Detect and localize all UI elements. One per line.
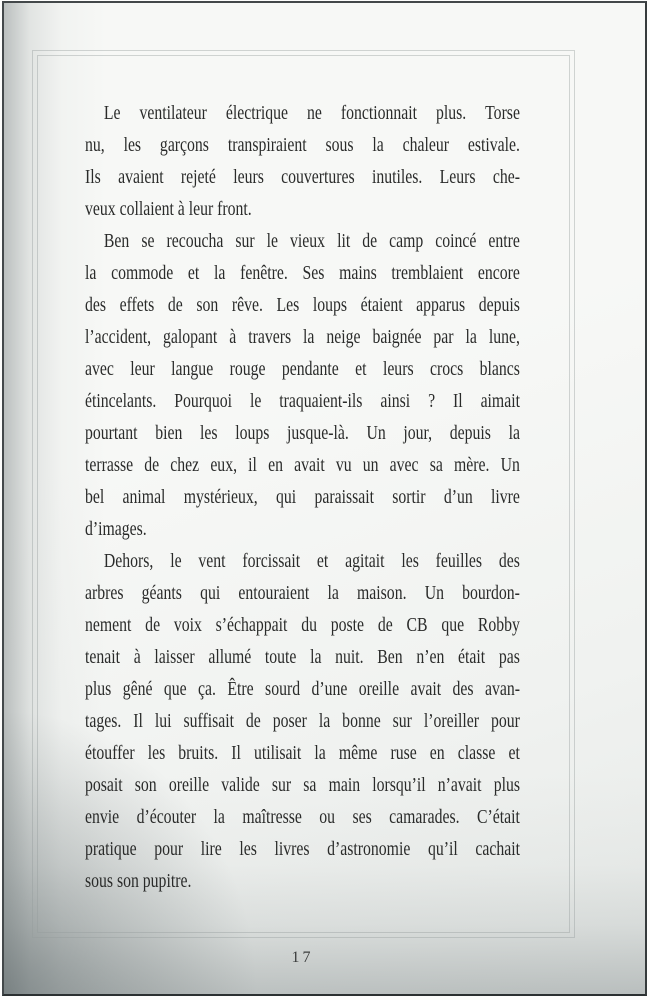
page-number: 17 (291, 949, 314, 966)
text-line: nu, les garçons transpiraient sous la chaleur estivale. (85, 134, 520, 156)
text-line: pourtant bien les loups jusque-là. Un jour, depuis la (85, 422, 520, 444)
text-line: arbres géants qui entouraient la maison. Un bourdon- (85, 582, 520, 604)
text-line: veux collaient à leur front. (85, 198, 252, 220)
paragraph (85, 545, 520, 897)
text-line: Le ventilateur électrique ne fonctionnait plus. Torse (103, 102, 520, 124)
text-line: terrasse de chez eux, il en avait vu un avec sa mère. Un (85, 454, 520, 476)
paragraph (85, 97, 520, 225)
text-line: des effets de son rêve. Les loups étaient apparus depuis (85, 294, 520, 316)
text-line: tages. Il lui suffisait de poser la bonne sur l’oreiller pour (85, 710, 520, 732)
text-line: plus gêné que ça. Être sourd d’une oreille avait des avan- (85, 678, 520, 700)
paragraph (85, 225, 520, 545)
book-page (4, 3, 645, 994)
text-line: bel animal mystérieux, qui paraissait sortir d’un livre (85, 486, 520, 508)
text-line: l’accident, galopant à travers la neige baignée par la lune, (85, 326, 520, 348)
text-line: posait son oreille valide sur sa main lorsqu’il n’avait plus (85, 774, 520, 796)
text-line: pratique pour lire les livres d’astronomie qu’il cachait (85, 838, 520, 860)
text-line: la commode et la fenêtre. Ses mains tremblaient encore (85, 262, 520, 284)
text-line: tenait à laisser allumé toute la nuit. Ben n’en était pas (85, 646, 520, 668)
body-text (85, 97, 520, 897)
text-line: Ils avaient rejeté leurs couvertures inutiles. Leurs che- (85, 166, 520, 188)
text-line: étouffer les bruits. Il utilisait la même ruse en classe et (85, 742, 520, 764)
text-line: envie d’écouter la maîtresse ou ses camarades. C’était (85, 806, 520, 828)
text-line: sous son pupitre. (85, 870, 192, 892)
text-line: avec leur langue rouge pendante et leurs crocs blancs (85, 358, 520, 380)
text-line: nement de voix s’échappait du poste de CB que Robby (85, 614, 520, 636)
text-line: Ben se recoucha sur le vieux lit de camp coincé entre (103, 230, 520, 252)
text-line: étincelants. Pourquoi le traquaient-ils ainsi ? Il aimait (85, 390, 520, 412)
text-line: d’images. (85, 518, 147, 540)
text-line: Dehors, le vent forcissait et agitait les feuilles des (103, 550, 520, 572)
